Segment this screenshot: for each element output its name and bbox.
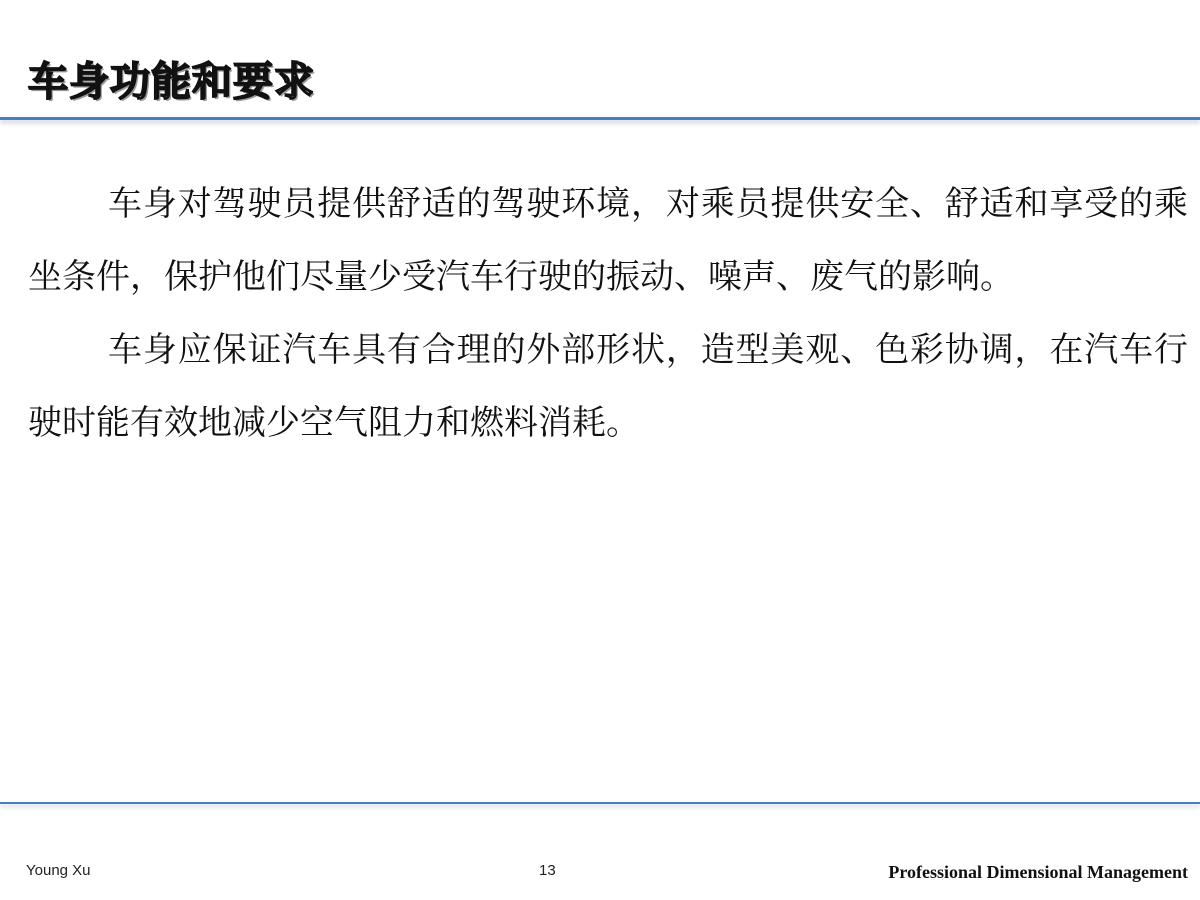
title-divider	[0, 117, 1200, 120]
paragraph-2: 车身应保证汽车具有合理的外部形状，造型美观、色彩协调，在汽车行驶时能有效地减少空气阻力和燃料消耗。	[28, 330, 1188, 443]
slide-title: 车身功能和要求	[28, 59, 315, 105]
footer-organization: Professional Dimensional Management	[888, 862, 1188, 882]
slide-body	[28, 168, 1188, 460]
footer-page-number: 13	[539, 862, 556, 879]
paragraph-1: 车身对驾驶员提供舒适的驾驶环境，对乘员提供安全、舒适和享受的乘坐条件，保护他们尽量少受汽车行驶的振动、噪声、废气的影响。	[28, 184, 1188, 297]
footer-divider	[0, 802, 1200, 804]
footer-author: Young Xu	[26, 862, 91, 879]
